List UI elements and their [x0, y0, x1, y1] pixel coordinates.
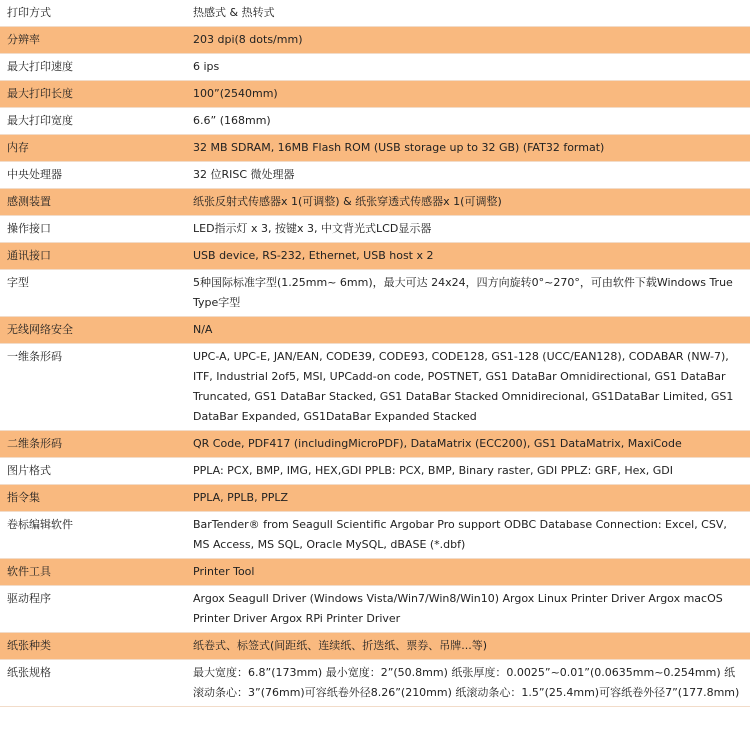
spec-row-software-tools	[0, 559, 750, 586]
spec-label: 最大打印长度	[0, 81, 187, 108]
spec-value: LED指示灯 x 3, 按键x 3, 中文背光式LCD显示器	[187, 216, 750, 243]
spec-label: 软件工具	[0, 559, 187, 586]
spec-row-2d-barcodes	[0, 431, 750, 458]
spec-row-communication-interface	[0, 243, 750, 270]
spec-row-operation-interface	[0, 216, 750, 243]
spec-value: PPLA: PCX, BMP, IMG, HEX,GDI PPLB: PCX, BMP, Binary raster, GDI PPLZ: GRF, Hex, GDI	[187, 458, 750, 485]
spec-row-label-software	[0, 512, 750, 559]
spec-label: 中央处理器	[0, 162, 187, 189]
spec-row-sensors	[0, 189, 750, 216]
spec-value: 纸张反射式传感器x 1(可调整) & 纸张穿透式传感器x 1(可调整)	[187, 189, 750, 216]
spec-row-max-print-length	[0, 81, 750, 108]
spec-row-max-print-speed	[0, 54, 750, 81]
spec-value: 100”(2540mm)	[187, 81, 750, 108]
spec-label: 感测装置	[0, 189, 187, 216]
spec-row-fonts	[0, 270, 750, 317]
spec-label: 驱动程序	[0, 586, 187, 633]
spec-value: 5种国际标准字型(1.25mm~ 6mm)，最大可达 24x24，四方向旋转0°~270°，可由软件下载Windows True Type字型	[187, 270, 750, 317]
spec-label: 最大打印宽度	[0, 108, 187, 135]
spec-value: 最大宽度：6.8”(173mm) 最小宽度：2”(50.8mm) 纸张厚度：0.0025”~0.01”(0.0635mm~0.254mm) 纸滚动条心：3”(76mm)可容纸卷外径8.26”(210mm) 纸滚动条心：1.5”(25.4mm)可容纸卷外径7”(177.8mm)	[187, 660, 750, 707]
spec-row-1d-barcodes	[0, 344, 750, 431]
spec-value: 热感式 & 热转式	[187, 0, 750, 27]
spec-label: 指令集	[0, 485, 187, 512]
spec-value: 32 MB SDRAM, 16MB Flash ROM (USB storage up to 32 GB) (FAT32 format)	[187, 135, 750, 162]
spec-label: 纸张规格	[0, 660, 187, 707]
spec-row-cpu	[0, 162, 750, 189]
spec-value: 纸卷式、标签式(间距纸、连续纸、折迭纸、票券、吊牌...等)	[187, 633, 750, 660]
spec-value: QR Code, PDF417 (includingMicroPDF), DataMatrix (ECC200), GS1 DataMatrix, MaxiCode	[187, 431, 750, 458]
spec-label: 打印方式	[0, 0, 187, 27]
spec-label: 二维条形码	[0, 431, 187, 458]
spec-value: 203 dpi(8 dots/mm)	[187, 27, 750, 54]
spec-value: UPC-A, UPC-E, JAN/EAN, CODE39, CODE93, CODE128, GS1-128 (UCC/EAN128), CODABAR (NW-7), ITF, Industrial 2of5, MSI, UPCadd-on code, POSTNET, GS1 DataBar Omnidirectional, GS1 DataBar Truncated, GS1 DataBar Stacked, GS1 DataBar Stacked Omnidirecional, GS1DataBar Limited, GS1 DataBar Expanded, GS1DataBar Expanded Stacked	[187, 344, 750, 431]
spec-label: 图片格式	[0, 458, 187, 485]
spec-value: BarTender® from Seagull Scientific Argobar Pro support ODBC Database Connection: Excel, CSV, MS Access, MS SQL, Oracle MySQL, dBASE (*.dbf)	[187, 512, 750, 559]
spec-row-command-sets	[0, 485, 750, 512]
spec-value: N/A	[187, 317, 750, 344]
spec-label: 纸张种类	[0, 633, 187, 660]
spec-row-max-print-width	[0, 108, 750, 135]
spec-label: 一维条形码	[0, 344, 187, 431]
spec-row-memory	[0, 135, 750, 162]
spec-label: 操作接口	[0, 216, 187, 243]
spec-value: USB device, RS-232, Ethernet, USB host x 2	[187, 243, 750, 270]
spec-label: 内存	[0, 135, 187, 162]
spec-value: 6 ips	[187, 54, 750, 81]
spec-row-media-types	[0, 633, 750, 660]
spec-label: 卷标编辑软件	[0, 512, 187, 559]
spec-value: Printer Tool	[187, 559, 750, 586]
spec-value: 32 位RISC 微处理器	[187, 162, 750, 189]
spec-row-media-specs	[0, 660, 750, 707]
spec-row-resolution	[0, 27, 750, 54]
spec-label: 分辨率	[0, 27, 187, 54]
spec-row-wireless-security	[0, 317, 750, 344]
spec-value: 6.6” (168mm)	[187, 108, 750, 135]
spec-row-print-method	[0, 0, 750, 27]
spec-label: 字型	[0, 270, 187, 317]
spec-label: 无线网络安全	[0, 317, 187, 344]
spec-value: Argox Seagull Driver (Windows Vista/Win7/Win8/Win10) Argox Linux Printer Driver Argox macOS Printer Driver Argox RPi Printer Driver	[187, 586, 750, 633]
spec-value: PPLA, PPLB, PPLZ	[187, 485, 750, 512]
spec-label: 通讯接口	[0, 243, 187, 270]
spec-label: 最大打印速度	[0, 54, 187, 81]
spec-row-image-formats	[0, 458, 750, 485]
spec-row-drivers	[0, 586, 750, 633]
